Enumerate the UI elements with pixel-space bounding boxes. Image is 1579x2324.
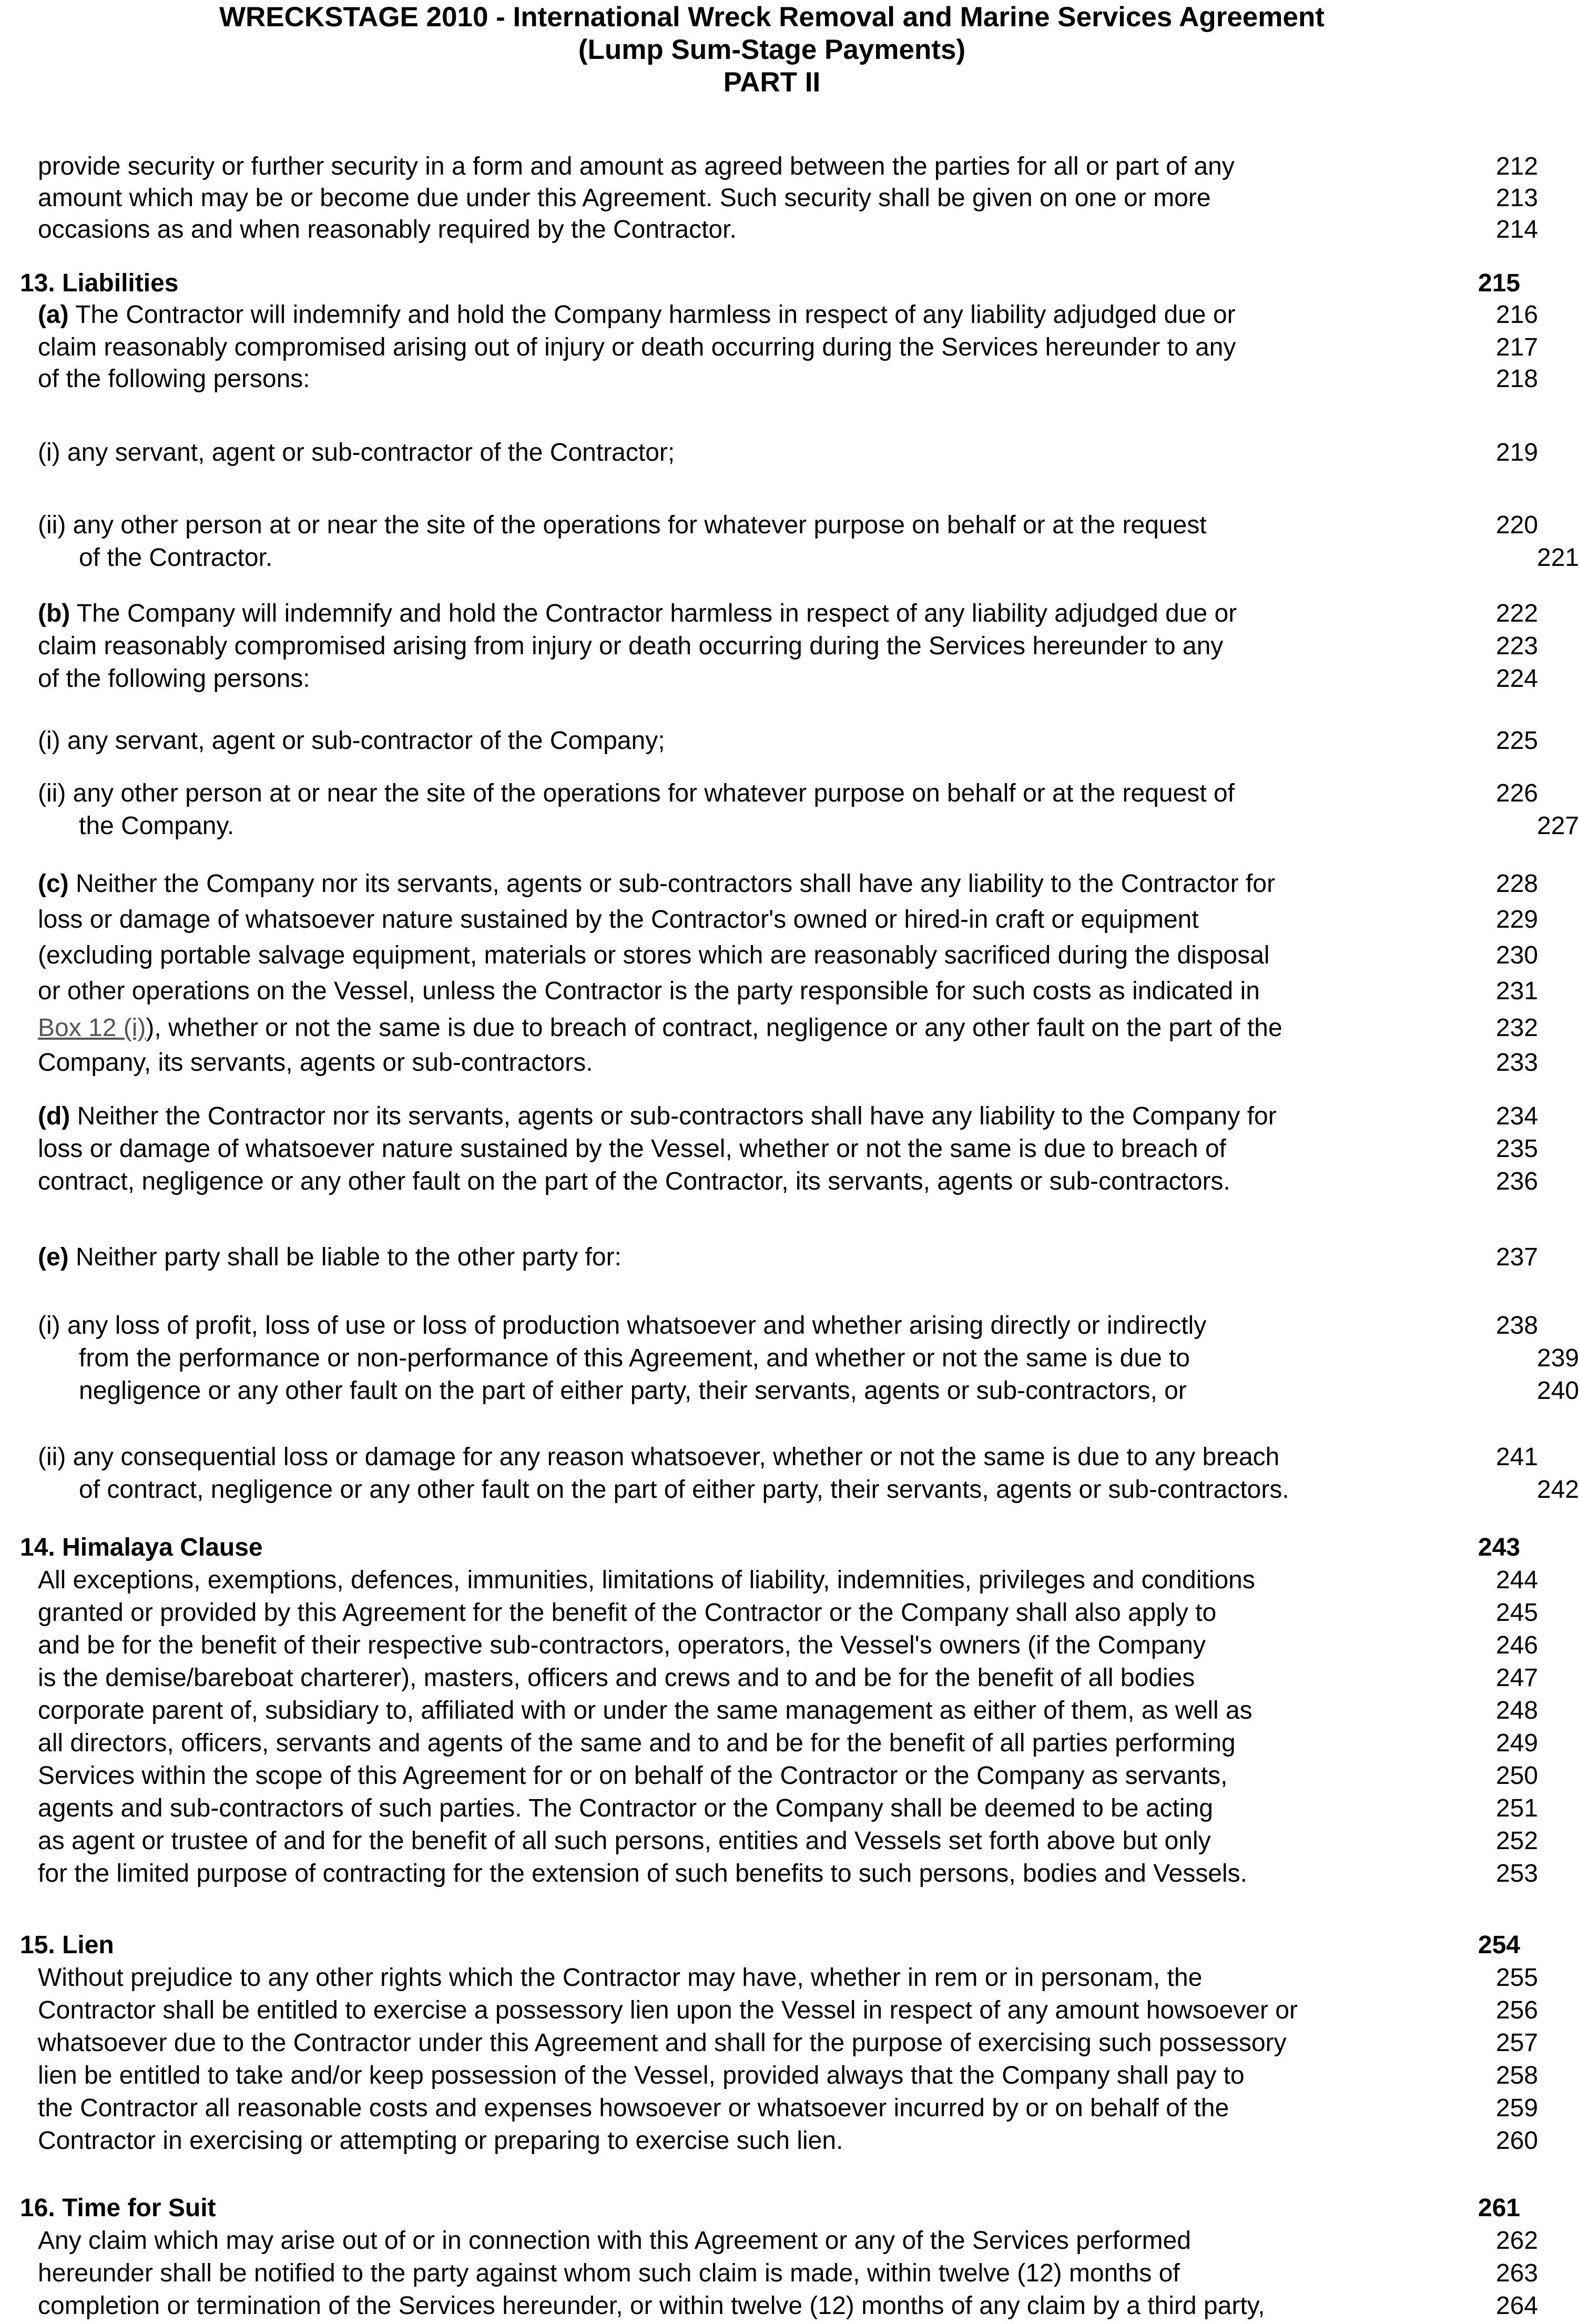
line-content: as agent or trustee of and for the benefit of all such persons, entities and Vessels set forth above but only (38, 1827, 1211, 1855)
clause-line (38, 975, 1539, 1008)
line-number: 225 (1496, 727, 1539, 755)
line-content: contract, negligence or any other fault on the part of the Contractor, its servants, agents or sub-contractors. (38, 1168, 1230, 1195)
line-content: Neither party shall be liable to the other party for: (68, 1243, 622, 1271)
line-number: 222 (1496, 600, 1539, 627)
line-text (38, 1049, 593, 1077)
line-content: for the limited purpose of contracting for the extension of such benefits to such persons, bodies and Vessels. (38, 1860, 1248, 1887)
line-number: 220 (1496, 511, 1539, 539)
line-content: negligence or any other fault on the part of either party, their servants, agents or sub-contractors, or (79, 1377, 1187, 1405)
line-content: all directors, officers, servants and agents of the same and to and be for the benefit of all parties performing (38, 1729, 1236, 1757)
line-number: 244 (1496, 1566, 1539, 1594)
document-part: PART II (723, 67, 821, 98)
line-number: 258 (1496, 2062, 1539, 2089)
line-content: the Company. (79, 812, 235, 840)
subclause-label: (e) (38, 1243, 69, 1271)
line-content: Neither the Contractor nor its servants, agents or sub-contractors shall have any liability to the Company for (70, 1102, 1277, 1130)
subclause-label: (c) (38, 870, 69, 898)
line-content: All exceptions, exemptions, defences, immunities, limitations of liability, indemnities, privileges and conditions (38, 1566, 1255, 1594)
line-number: 248 (1496, 1697, 1539, 1724)
subclause-label: (a) (38, 301, 69, 329)
clause-line (79, 1474, 1579, 1506)
line-text (38, 153, 1235, 180)
line-text (38, 1168, 1230, 1195)
line-text (38, 870, 1275, 898)
clause-line (38, 1133, 1539, 1165)
box-reference-link[interactable]: Box 12 (i) (38, 1014, 146, 1042)
line-text (38, 2062, 1245, 2089)
clause-line (38, 331, 1539, 364)
line-text (38, 184, 1211, 212)
line-content: of contract, negligence or any other fault on the part of either party, their servants, agents or sub-contractors. (79, 1476, 1289, 1504)
line-text (38, 1860, 1247, 1887)
line-content: of the Contractor. (79, 544, 273, 572)
line-text (38, 365, 310, 393)
line-text (38, 941, 1270, 969)
line-content: Services within the scope of this Agreement for or on behalf of the Contractor or the Company as servants, (38, 1762, 1228, 1790)
clause-line (38, 630, 1539, 663)
clause-line (38, 2059, 1539, 2092)
line-number: 233 (1496, 1049, 1539, 1077)
line-number: 221 (1537, 544, 1579, 572)
line-number: 219 (1496, 439, 1539, 466)
line-content: of the following persons: (38, 365, 310, 393)
line-number: 213 (1496, 184, 1539, 212)
clause-line (38, 2092, 1539, 2125)
clause-line (38, 1825, 1539, 1858)
clause-line (38, 1694, 1539, 1727)
line-content: from the performance or non-performance of this Agreement, and whether or not the same is due to (79, 1344, 1190, 1372)
line-number: 241 (1496, 1443, 1539, 1471)
line-number: 235 (1496, 1135, 1539, 1163)
line-text (79, 812, 234, 840)
line-content: and be for the benefit of their respective sub-contractors, operators, the Vessel's owners (if the Company (38, 1631, 1206, 1659)
line-number: 252 (1496, 1827, 1539, 1855)
line-number: 251 (1496, 1794, 1539, 1822)
line-text (38, 1312, 1206, 1339)
line-number: 247 (1496, 1664, 1539, 1692)
line-content: (i) any servant, agent or sub-contractor of the Contractor; (38, 439, 675, 466)
line-content: Any claim which may arise out of or in connection with this Agreement or any of the Services performed (38, 2227, 1191, 2255)
line-text (38, 2292, 1265, 2320)
line-text (38, 439, 675, 466)
line-number: 253 (1496, 1860, 1539, 1887)
line-text (79, 1476, 1289, 1504)
clause-line (38, 1792, 1539, 1825)
line-text (38, 1697, 1252, 1724)
section-heading (20, 1929, 1521, 1962)
line-text (38, 1996, 1298, 2024)
line-number: 217 (1496, 333, 1539, 361)
clause-line (38, 2225, 1539, 2257)
line-text (38, 977, 1260, 1005)
line-number: 227 (1537, 812, 1579, 840)
line-number: 230 (1496, 941, 1539, 969)
line-number: 236 (1496, 1168, 1539, 1195)
line-content: 14. Himalaya Clause (20, 1534, 263, 1561)
line-content: (ii) any other person at or near the site of the operations for whatever purpose on behalf or at the request of (38, 779, 1235, 807)
line-text (38, 632, 1223, 660)
clause-line (38, 1047, 1539, 1079)
line-content: The Company will indemnify and hold the Contractor harmless in respect of any liability adjudged due or (70, 600, 1237, 627)
line-number: 256 (1496, 1996, 1539, 2024)
line-text (38, 2227, 1191, 2255)
clause-line (38, 182, 1539, 215)
line-content: agents and sub-contractors of such parties. The Contractor or the Company shall be deemed to be acting (38, 1794, 1214, 1822)
clause-line (38, 904, 1539, 936)
line-text (38, 1762, 1228, 1790)
line-text (38, 1664, 1195, 1692)
line-text (79, 1344, 1190, 1372)
line-content: provide security or further security in a form and amount as agreed between the parties for all or part of any (38, 153, 1235, 180)
line-text (20, 269, 178, 297)
line-text (79, 1377, 1187, 1405)
line-content: loss or damage of whatsoever nature sustained by the Contractor's owned or hired-in craft or equipment (38, 906, 1199, 933)
line-content: loss or damage of whatsoever nature sustained by the Vessel, whether or not the same is due to breach of (38, 1135, 1226, 1163)
line-content: (i) any loss of profit, loss of use or loss of production whatsoever and whether arising directly or indirectly (38, 1312, 1207, 1339)
line-number: 263 (1496, 2259, 1539, 2287)
line-text (38, 1135, 1226, 1163)
subclause-label: (b) (38, 600, 70, 627)
line-number: 243 (1478, 1534, 1521, 1561)
line-content: granted or provided by this Agreement for the benefit of the Contractor or the Company shall also apply to (38, 1599, 1217, 1627)
line-text (38, 1794, 1213, 1822)
line-text (38, 1014, 1282, 1042)
clause-line (79, 810, 1579, 843)
line-text (38, 727, 665, 755)
line-content: whatsoever due to the Contractor under this Agreement and shall for the purpose of exercising such possessory (38, 2029, 1287, 2057)
clause-line (79, 1375, 1579, 1407)
line-number: 240 (1537, 1377, 1579, 1405)
line-number: 239 (1537, 1344, 1579, 1372)
line-number: 223 (1496, 632, 1539, 660)
line-content: claim reasonably compromised arising from injury or death occurring during the Services hereunder to any (38, 632, 1224, 660)
clause-line (38, 509, 1539, 542)
line-text (38, 216, 737, 243)
line-text (38, 301, 1236, 329)
line-text (38, 2127, 843, 2155)
line-text (38, 1964, 1202, 1992)
clause-line (38, 437, 1539, 469)
clause-line (38, 2257, 1539, 2290)
clause-line (38, 1564, 1539, 1597)
line-content: Contractor shall be entitled to exercise a possessory lien upon the Vessel in respect of any amount howsoever or (38, 1996, 1298, 2024)
line-number: 228 (1496, 870, 1539, 898)
clause-line (38, 777, 1539, 810)
line-content: (excluding portable salvage equipment, materials or stores which are reasonably sacrificed during the disposal (38, 941, 1270, 969)
line-number: 242 (1537, 1476, 1579, 1504)
line-number: 231 (1496, 977, 1539, 1005)
section-heading (20, 1531, 1521, 1564)
line-text (38, 779, 1235, 807)
clause-line (38, 1727, 1539, 1760)
clause-line (38, 1597, 1539, 1629)
line-content: claim reasonably compromised arising out of injury or death occurring during the Services hereunder to any (38, 333, 1236, 361)
line-text (38, 1566, 1255, 1594)
clause-line (38, 939, 1539, 972)
line-number: 261 (1478, 2194, 1521, 2222)
line-number: 224 (1496, 665, 1539, 693)
line-number: 259 (1496, 2094, 1539, 2122)
line-content: 16. Time for Suit (20, 2194, 216, 2222)
line-number: 257 (1496, 2029, 1539, 2057)
clause-line (38, 597, 1539, 630)
line-number: 232 (1496, 1014, 1539, 1042)
line-number: 216 (1496, 301, 1539, 329)
line-content: 13. Liabilities (20, 269, 179, 297)
line-text (20, 1931, 114, 1959)
line-content: lien be entitled to take and/or keep possession of the Vessel, provided always that the Company shall pay to (38, 2062, 1245, 2089)
clause-line (38, 1962, 1539, 1994)
line-number: 226 (1496, 779, 1539, 807)
clause-line (38, 1012, 1539, 1044)
line-content: Without prejudice to any other rights which the Contractor may have, whether in rem or in personam, the (38, 1964, 1203, 1992)
clause-line (38, 150, 1539, 183)
clause-line (79, 1342, 1579, 1375)
line-text (38, 511, 1207, 539)
line-text (38, 1631, 1206, 1659)
line-text (38, 1827, 1211, 1855)
line-number: 260 (1496, 2127, 1539, 2155)
line-number: 238 (1496, 1312, 1539, 1339)
line-text (38, 600, 1237, 627)
line-number: 234 (1496, 1102, 1539, 1130)
line-number: 229 (1496, 906, 1539, 933)
clause-line (38, 363, 1539, 395)
line-text (38, 1102, 1277, 1130)
section-heading (20, 2192, 1521, 2225)
line-text (20, 2194, 216, 2222)
line-text (20, 1534, 263, 1561)
line-content: Contractor in exercising or attempting or preparing to exercise such lien. (38, 2127, 843, 2155)
line-text (38, 665, 310, 693)
line-number: 215 (1478, 269, 1521, 297)
line-number: 262 (1496, 2227, 1539, 2255)
line-number: 214 (1496, 216, 1539, 243)
clause-line (38, 299, 1539, 331)
document-title: WRECKSTAGE 2010 - International Wreck Removal and Marine Services Agreement (219, 2, 1325, 33)
line-content: ), whether or not the same is due to breach of contract, negligence or any other fault on the part of the (146, 1014, 1282, 1042)
subclause-label: (d) (38, 1102, 70, 1130)
line-content: completion or termination of the Services hereunder, or within twelve (12) months of any claim by a third party, (38, 2292, 1265, 2320)
line-content: of the following persons: (38, 665, 310, 693)
line-text (38, 1599, 1216, 1627)
clause-line (38, 1241, 1539, 1274)
clause-line (38, 2027, 1539, 2059)
line-number: 246 (1496, 1631, 1539, 1659)
clause-line (38, 1760, 1539, 1792)
line-text (38, 906, 1199, 933)
clause-line (38, 663, 1539, 695)
section-heading (20, 267, 1521, 300)
clause-line (38, 1858, 1539, 1890)
line-text (38, 1443, 1279, 1471)
line-content: or other operations on the Vessel, unless the Contractor is the party responsible for such costs as indicated in (38, 977, 1260, 1005)
line-content: (ii) any consequential loss or damage for any reason whatsoever, whether or not the same is due to any breach (38, 1443, 1280, 1471)
line-content: amount which may be or become due under this Agreement. Such security shall be given on one or more (38, 184, 1211, 212)
line-text (79, 544, 272, 572)
clause-line (38, 1310, 1539, 1342)
clause-line (38, 1662, 1539, 1694)
line-content: is the demise/bareboat charterer), masters, officers and crews and to and be for the benefit of all bodies (38, 1664, 1195, 1692)
clause-line (38, 2125, 1539, 2157)
line-number: 264 (1496, 2292, 1539, 2320)
line-text (38, 2029, 1287, 2057)
line-text (38, 1243, 622, 1271)
line-number: 250 (1496, 1762, 1539, 1790)
clause-line (38, 214, 1539, 246)
clause-line (38, 1441, 1539, 1474)
clause-line (38, 1165, 1539, 1198)
line-content: Neither the Company nor its servants, agents or sub-contractors shall have any liability to the Contractor for (68, 870, 1276, 898)
clause-line (38, 1629, 1539, 1662)
clause-line (38, 2290, 1539, 2322)
line-number: 255 (1496, 1964, 1539, 1992)
line-content: the Contractor all reasonable costs and expenses howsoever or whatsoever incurred by or on behalf of the (38, 2094, 1229, 2122)
line-number: 254 (1478, 1931, 1521, 1959)
clause-line (38, 868, 1539, 900)
line-content: corporate parent of, subsidiary to, affiliated with or under the same management as either of them, as well as (38, 1697, 1252, 1724)
line-text (38, 2094, 1229, 2122)
line-text (38, 2259, 1180, 2287)
clause-line (38, 1100, 1539, 1133)
line-content: 15. Lien (20, 1931, 114, 1959)
line-content: hereunder shall be notified to the party against whom such claim is made, within twelve (12) months of (38, 2259, 1180, 2287)
line-content: (ii) any other person at or near the site of the operations for whatever purpose on behalf or at the request (38, 511, 1207, 539)
clause-line (79, 542, 1579, 574)
line-number: 218 (1496, 365, 1539, 393)
line-text (38, 333, 1236, 361)
line-content: Company, its servants, agents or sub-contractors. (38, 1049, 593, 1077)
line-content: The Contractor will indemnify and hold the Company harmless in respect of any liability adjudged due or (68, 301, 1236, 329)
clause-line (38, 1994, 1539, 2027)
line-text (38, 1729, 1236, 1757)
line-content: occasions as and when reasonably required by the Contractor. (38, 216, 737, 243)
line-number: 245 (1496, 1599, 1539, 1627)
line-number: 249 (1496, 1729, 1539, 1757)
line-number: 212 (1496, 153, 1539, 180)
clause-line (38, 725, 1539, 757)
line-content: (i) any servant, agent or sub-contractor of the Company; (38, 727, 665, 755)
line-number: 237 (1496, 1243, 1539, 1271)
document-subtitle: (Lump Sum-Stage Payments) (578, 34, 966, 65)
